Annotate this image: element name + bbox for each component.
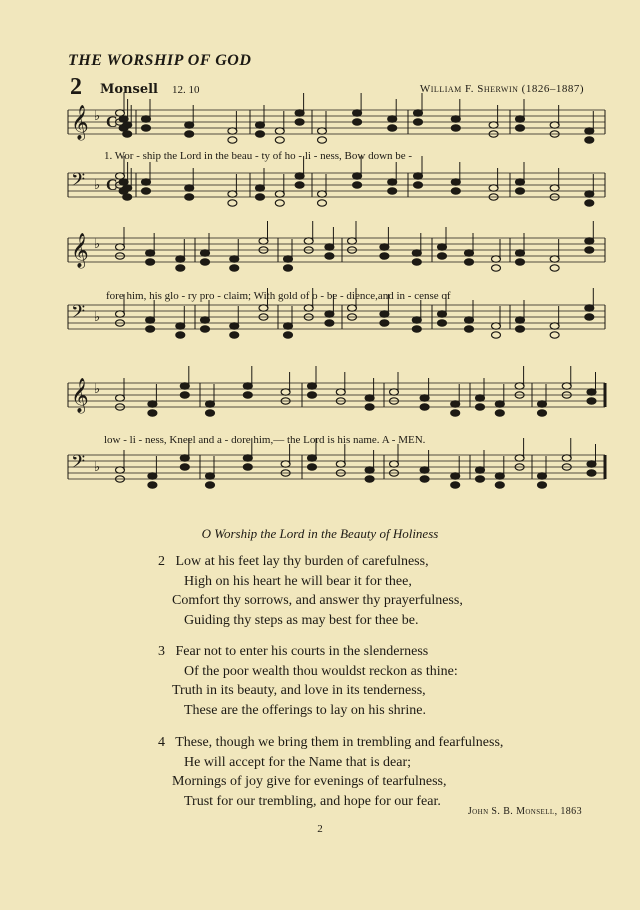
treble-clef: 𝄞 bbox=[71, 378, 89, 413]
note-head bbox=[275, 137, 284, 143]
note-head bbox=[476, 404, 485, 410]
stanza-line bbox=[158, 733, 503, 753]
treble-clef: 𝄞 bbox=[71, 105, 89, 140]
note-head bbox=[516, 259, 525, 265]
note-head bbox=[142, 179, 151, 185]
note-head bbox=[259, 305, 268, 311]
note-head bbox=[353, 182, 362, 188]
flat-sign: ♭ bbox=[94, 177, 101, 192]
note-head bbox=[465, 317, 474, 323]
note-head bbox=[420, 395, 429, 401]
flat-sign: ♭ bbox=[94, 309, 101, 324]
note-head bbox=[308, 392, 317, 398]
note-head bbox=[180, 464, 189, 470]
note-head bbox=[489, 185, 498, 191]
note-head bbox=[295, 182, 304, 188]
note-head bbox=[336, 389, 345, 395]
note-head bbox=[256, 185, 265, 191]
note-head bbox=[185, 131, 194, 137]
note-head bbox=[585, 314, 594, 320]
note-head bbox=[284, 265, 293, 271]
note-head bbox=[148, 401, 157, 407]
note-head bbox=[284, 332, 293, 338]
note-head bbox=[142, 188, 151, 194]
note-head bbox=[275, 191, 284, 197]
note-head bbox=[304, 305, 313, 311]
note-head bbox=[516, 179, 525, 185]
note-head bbox=[414, 173, 423, 179]
note-head bbox=[318, 191, 327, 197]
note-head bbox=[550, 122, 559, 128]
note-head bbox=[538, 401, 547, 407]
stanza-text: Fear not to enter his courts in the slenderness bbox=[175, 644, 429, 659]
stanza-3 bbox=[158, 642, 458, 720]
note-head bbox=[201, 259, 210, 265]
note-head bbox=[365, 467, 374, 473]
note-head bbox=[206, 401, 215, 407]
note-head bbox=[185, 122, 194, 128]
note-head bbox=[353, 173, 362, 179]
note-head bbox=[414, 182, 423, 188]
note-head bbox=[585, 238, 594, 244]
note-head bbox=[228, 128, 237, 134]
note-head bbox=[495, 401, 504, 407]
note-head bbox=[516, 326, 525, 332]
note-head bbox=[550, 256, 559, 262]
note-head bbox=[412, 259, 421, 265]
note-head bbox=[585, 128, 594, 134]
note-head bbox=[388, 179, 397, 185]
composer: William F. Sherwin (1826–1887) bbox=[419, 83, 584, 95]
note-head bbox=[206, 410, 215, 416]
note-head bbox=[256, 194, 265, 200]
note-head bbox=[123, 131, 132, 137]
stanza-line: Mornings of joy give for evenings of tearfulness, bbox=[172, 774, 447, 789]
note-head bbox=[243, 392, 252, 398]
note-head bbox=[201, 317, 210, 323]
note-head bbox=[318, 200, 327, 206]
note-head bbox=[380, 244, 389, 250]
note-head bbox=[550, 332, 559, 338]
note-head bbox=[230, 323, 239, 329]
stanza-line: He will accept for the Name that is dear; bbox=[184, 754, 412, 770]
note-head bbox=[451, 125, 460, 131]
note-head bbox=[585, 137, 594, 143]
stanza-line bbox=[158, 552, 463, 572]
note-head bbox=[451, 188, 460, 194]
note-head bbox=[587, 389, 596, 395]
note-head bbox=[420, 467, 429, 473]
page-number: 2 bbox=[317, 823, 323, 835]
note-head bbox=[438, 311, 447, 317]
note-head bbox=[451, 116, 460, 122]
note-head bbox=[325, 311, 334, 317]
note-head bbox=[451, 473, 460, 479]
note-head bbox=[451, 482, 460, 488]
note-head bbox=[295, 110, 304, 116]
note-head bbox=[550, 185, 559, 191]
note-head bbox=[489, 122, 498, 128]
note-head bbox=[348, 238, 357, 244]
note-head bbox=[176, 256, 185, 262]
note-head bbox=[206, 473, 215, 479]
note-head bbox=[185, 185, 194, 191]
note-head bbox=[465, 250, 474, 256]
note-head bbox=[420, 404, 429, 410]
note-head bbox=[585, 247, 594, 253]
note-head bbox=[420, 476, 429, 482]
note-head bbox=[465, 326, 474, 332]
stanza-line: High on his heart he will bear it for thee, bbox=[184, 573, 412, 589]
note-head bbox=[308, 464, 317, 470]
note-head bbox=[336, 461, 345, 467]
flat-sign: ♭ bbox=[94, 459, 101, 474]
stanza-line: Comfort thy sorrows, and answer thy prayerfulness, bbox=[172, 593, 463, 608]
note-head bbox=[492, 323, 501, 329]
note-head bbox=[206, 482, 215, 488]
note-head bbox=[148, 482, 157, 488]
note-head bbox=[538, 473, 547, 479]
section-title: THE WORSHIP OF GOD bbox=[68, 52, 252, 69]
note-head bbox=[116, 311, 125, 317]
note-head bbox=[438, 253, 447, 259]
note-head bbox=[390, 389, 399, 395]
note-head bbox=[414, 110, 423, 116]
note-head bbox=[365, 476, 374, 482]
note-head bbox=[325, 244, 334, 250]
note-head bbox=[230, 332, 239, 338]
note-head bbox=[230, 265, 239, 271]
note-head bbox=[148, 473, 157, 479]
note-head bbox=[465, 259, 474, 265]
note-head bbox=[388, 125, 397, 131]
tune-name: Monsell bbox=[100, 82, 158, 97]
note-head bbox=[365, 395, 374, 401]
treble-clef: 𝄞 bbox=[71, 233, 89, 268]
note-head bbox=[243, 455, 252, 461]
note-head bbox=[228, 137, 237, 143]
note-head bbox=[562, 455, 571, 461]
note-head bbox=[284, 323, 293, 329]
note-head bbox=[176, 323, 185, 329]
hymn-title: O Worship the Lord in the Beauty of Holiness bbox=[201, 526, 439, 541]
note-head bbox=[284, 256, 293, 262]
note-head bbox=[325, 320, 334, 326]
note-head bbox=[451, 401, 460, 407]
note-head bbox=[550, 323, 559, 329]
note-head bbox=[256, 122, 265, 128]
stanza-line: Truth in its beauty, and love in its tenderness, bbox=[172, 683, 426, 698]
note-head bbox=[176, 265, 185, 271]
note-head bbox=[476, 476, 485, 482]
note-head bbox=[438, 244, 447, 250]
note-head bbox=[585, 200, 594, 206]
time-signature: C bbox=[106, 114, 118, 131]
stanza-line: Trust for our trembling, and hope for our fear. bbox=[184, 793, 441, 809]
note-head bbox=[495, 482, 504, 488]
stanza-2 bbox=[158, 552, 463, 630]
note-head bbox=[176, 332, 185, 338]
note-head bbox=[123, 194, 132, 200]
note-head bbox=[516, 188, 525, 194]
note-head bbox=[380, 253, 389, 259]
note-head bbox=[275, 200, 284, 206]
note-head bbox=[516, 317, 525, 323]
bass-clef: 𝄢 bbox=[71, 170, 86, 195]
note-head bbox=[388, 188, 397, 194]
note-head bbox=[353, 110, 362, 116]
note-head bbox=[495, 473, 504, 479]
note-head bbox=[412, 250, 421, 256]
note-head bbox=[515, 455, 524, 461]
note-head bbox=[515, 383, 524, 389]
note-head bbox=[148, 410, 157, 416]
stanza-text: Low at his feet lay thy burden of carefulness, bbox=[175, 554, 429, 569]
note-head bbox=[185, 194, 194, 200]
hymn-number: 2 bbox=[70, 74, 82, 100]
note-head bbox=[476, 467, 485, 473]
note-head bbox=[495, 410, 504, 416]
bass-clef: 𝄢 bbox=[71, 452, 86, 477]
note-head bbox=[146, 326, 155, 332]
note-head bbox=[243, 464, 252, 470]
note-head bbox=[146, 259, 155, 265]
note-head bbox=[318, 137, 327, 143]
time-signature: C bbox=[106, 177, 118, 194]
note-head bbox=[256, 131, 265, 137]
note-head bbox=[295, 119, 304, 125]
note-head bbox=[201, 250, 210, 256]
lyric-line-3: low - li - ness, Kneel and a - dore him,— the Lord is his name. A - MEN. bbox=[104, 434, 426, 446]
lyric-line-1: 1. Wor - ship the Lord in the beau - ty of ho - li - ness, Bow down be - bbox=[104, 150, 413, 162]
note-head bbox=[388, 116, 397, 122]
note-head bbox=[275, 128, 284, 134]
bass-clef: 𝄢 bbox=[71, 302, 86, 327]
note-head bbox=[414, 119, 423, 125]
note-head bbox=[380, 320, 389, 326]
note-head bbox=[281, 389, 290, 395]
meter: 12. 10 bbox=[172, 84, 200, 96]
lyric-line-2: fore him, his glo - ry pro - claim; With gold of o - be - dience,and in - cense of bbox=[106, 290, 451, 302]
note-head bbox=[380, 311, 389, 317]
stanza-line: Of the poor wealth thou wouldst reckon as thine: bbox=[184, 663, 458, 679]
note-head bbox=[562, 383, 571, 389]
note-head bbox=[587, 470, 596, 476]
note-head bbox=[516, 250, 525, 256]
note-head bbox=[259, 238, 268, 244]
note-head bbox=[550, 265, 559, 271]
stanza-number: 4 bbox=[158, 735, 165, 750]
note-head bbox=[516, 116, 525, 122]
note-head bbox=[281, 461, 290, 467]
note-head bbox=[180, 392, 189, 398]
stanza-4 bbox=[158, 733, 503, 811]
note-head bbox=[585, 305, 594, 311]
note-head bbox=[295, 173, 304, 179]
note-head bbox=[390, 461, 399, 467]
note-head bbox=[146, 250, 155, 256]
note-head bbox=[585, 191, 594, 197]
note-head bbox=[587, 398, 596, 404]
stanza-number: 2 bbox=[158, 554, 165, 569]
note-head bbox=[308, 383, 317, 389]
note-head bbox=[142, 125, 151, 131]
note-head bbox=[304, 238, 313, 244]
note-head bbox=[451, 179, 460, 185]
note-head bbox=[201, 326, 210, 332]
note-head bbox=[438, 320, 447, 326]
note-head bbox=[116, 395, 125, 401]
note-head bbox=[476, 395, 485, 401]
note-head bbox=[228, 191, 237, 197]
note-head bbox=[587, 461, 596, 467]
note-head bbox=[228, 200, 237, 206]
flat-sign: ♭ bbox=[94, 108, 101, 123]
stanza-number: 3 bbox=[158, 644, 165, 659]
note-head bbox=[180, 455, 189, 461]
note-head bbox=[146, 317, 155, 323]
note-head bbox=[348, 305, 357, 311]
flat-sign: ♭ bbox=[94, 381, 101, 396]
note-head bbox=[492, 256, 501, 262]
flat-sign: ♭ bbox=[94, 236, 101, 251]
note-head bbox=[318, 128, 327, 134]
note-head bbox=[492, 332, 501, 338]
note-head bbox=[412, 326, 421, 332]
note-head bbox=[412, 317, 421, 323]
note-head bbox=[353, 119, 362, 125]
note-head bbox=[123, 122, 132, 128]
note-head bbox=[123, 185, 132, 191]
note-head bbox=[230, 256, 239, 262]
stanza-text: These, though we bring them in trembling and fearfulness, bbox=[175, 735, 504, 750]
note-head bbox=[180, 383, 189, 389]
stanza-line bbox=[158, 642, 458, 662]
note-head bbox=[325, 253, 334, 259]
note-head bbox=[538, 410, 547, 416]
stanza-line: These are the offerings to lay on his shrine. bbox=[184, 702, 426, 718]
stanza-line: Guiding thy steps as may best for thee be. bbox=[184, 612, 419, 628]
note-head bbox=[365, 404, 374, 410]
note-head bbox=[243, 383, 252, 389]
author-credit: John S. B. Monsell, 1863 bbox=[467, 806, 582, 817]
note-head bbox=[492, 265, 501, 271]
note-head bbox=[451, 410, 460, 416]
note-head bbox=[538, 482, 547, 488]
note-head bbox=[142, 116, 151, 122]
note-head bbox=[516, 125, 525, 131]
note-head bbox=[116, 467, 125, 473]
note-head bbox=[116, 244, 125, 250]
note-head bbox=[308, 455, 317, 461]
